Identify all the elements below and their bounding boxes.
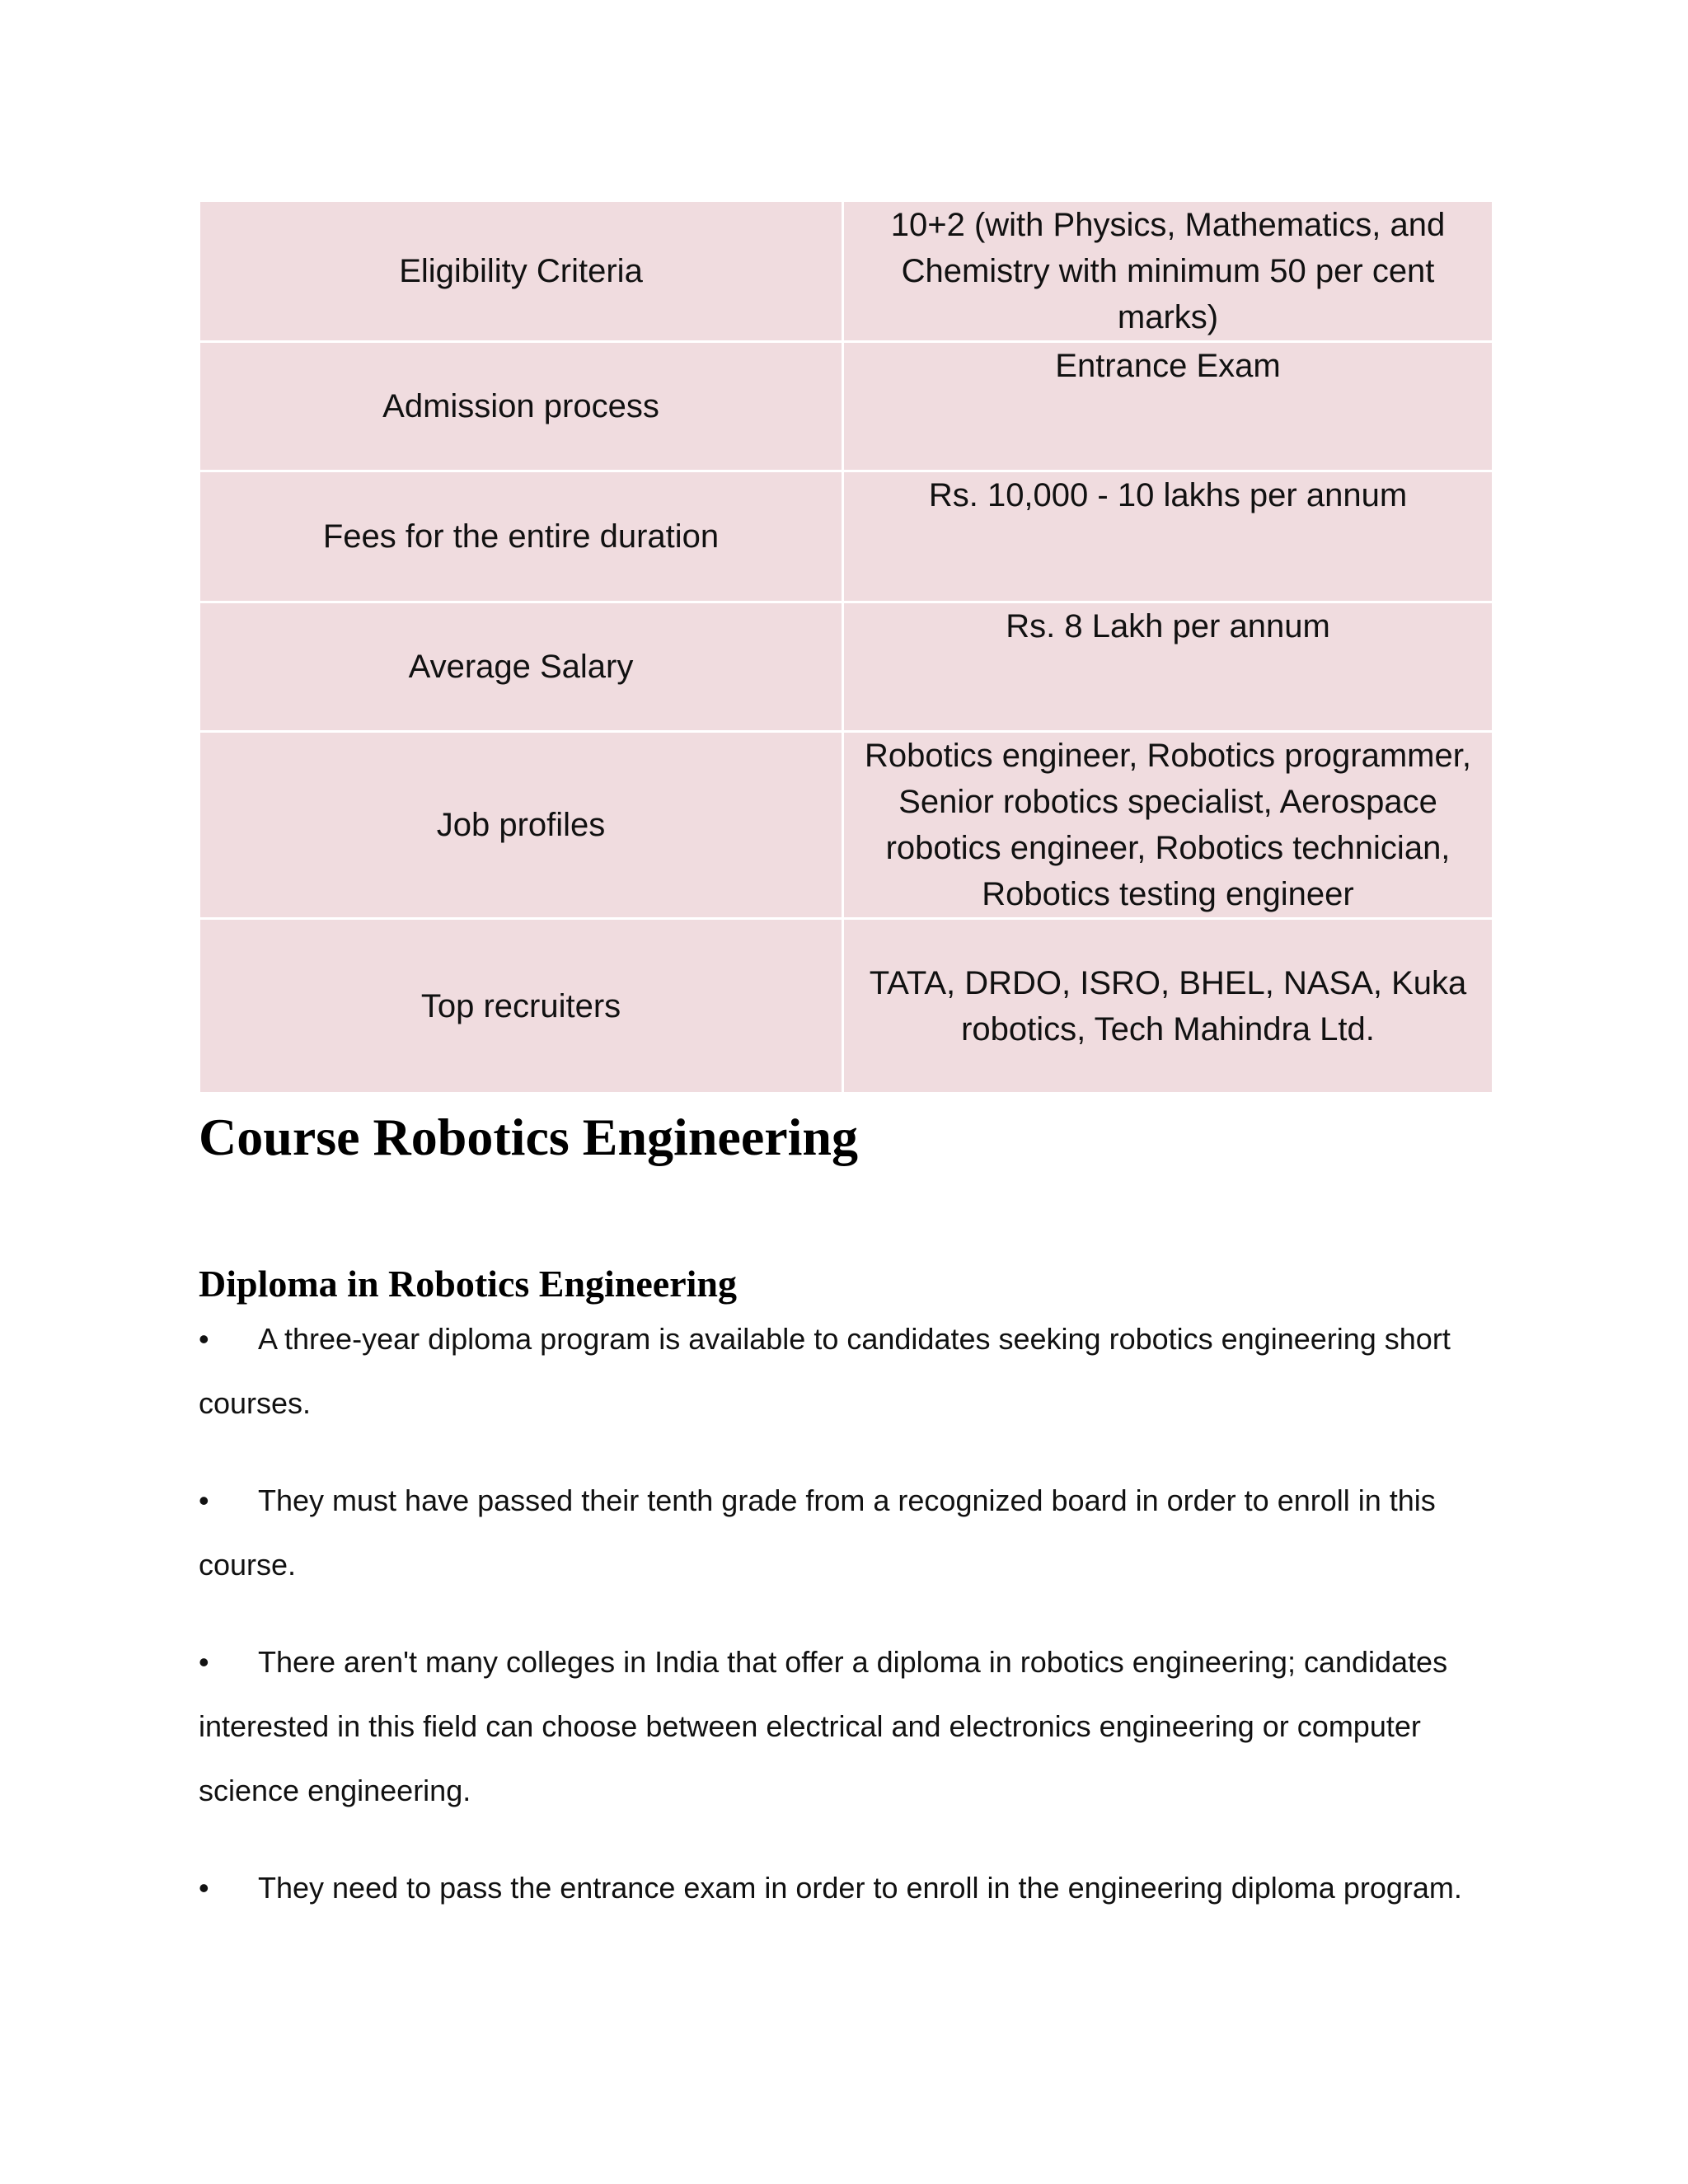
list-item	[199, 1307, 1493, 1436]
bullet-text: They need to pass the entrance exam in order to enroll in the engineering diploma program.	[258, 1871, 1462, 1905]
bullet-text: There aren't many colleges in India that offer a diploma in robotics engineering; candidates interested in this field can choose between electrical and electronics engineering or computer science engineering.	[199, 1645, 1448, 1807]
table-label-cell: Job profiles	[199, 732, 843, 919]
bullet-icon: •	[199, 1483, 209, 1517]
table-label-cell: Top recruiters	[199, 919, 843, 1094]
list-item	[199, 1856, 1493, 1920]
course-heading: Course Robotics Engineering	[199, 1108, 858, 1166]
table-value-cell: Robotics engineer, Robotics programmer, Senior robotics specialist, Aerospace robotics engineer, Robotics technician, Robotics testing engineer	[843, 732, 1493, 919]
table-value-cell: Rs. 8 Lakh per annum	[843, 602, 1493, 732]
table-row	[199, 602, 1493, 732]
table-label-cell: Average Salary	[199, 602, 843, 732]
table-value-cell: Rs. 10,000 - 10 lakhs per annum	[843, 471, 1493, 602]
table-row	[199, 201, 1493, 342]
table-value-cell: Entrance Exam	[843, 342, 1493, 471]
table-label-cell: Eligibility Criteria	[199, 201, 843, 342]
bullet-icon: •	[199, 1645, 209, 1679]
table-value-cell: TATA, DRDO, ISRO, BHEL, NASA, Kuka robotics, Tech Mahindra Ltd.	[843, 919, 1493, 1094]
table-row	[199, 471, 1493, 602]
diploma-bullet-list	[199, 1307, 1493, 1953]
bullet-text: They must have passed their tenth grade from a recognized board in order to enroll in this course.	[199, 1483, 1436, 1582]
table-row	[199, 919, 1493, 1094]
table-label-cell: Fees for the entire duration	[199, 471, 843, 602]
list-item	[199, 1469, 1493, 1597]
table-label-cell: Admission process	[199, 342, 843, 471]
table-value-cell: 10+2 (with Physics, Mathematics, and Chemistry with minimum 50 per cent marks)	[843, 201, 1493, 342]
bullet-text: A three-year diploma program is available to candidates seeking robotics engineering short courses.	[199, 1322, 1451, 1420]
table-row	[199, 342, 1493, 471]
list-item	[199, 1630, 1493, 1823]
table-row	[199, 732, 1493, 919]
diploma-heading: Diploma in Robotics Engineering	[199, 1263, 738, 1305]
bullet-icon: •	[199, 1871, 209, 1905]
bullet-icon: •	[199, 1322, 209, 1356]
course-info-table	[198, 199, 1494, 1094]
